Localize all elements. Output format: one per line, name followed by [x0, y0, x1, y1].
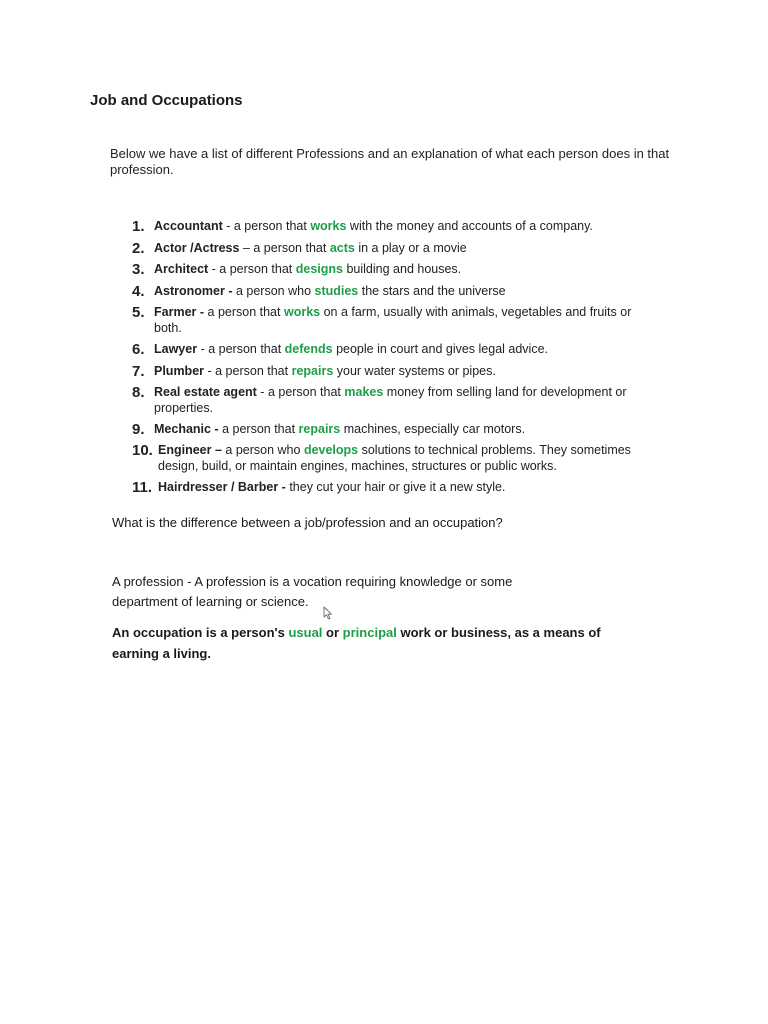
question-text: What is the difference between a job/profession and an occupation? — [112, 515, 503, 530]
item-number: 4. — [132, 282, 145, 300]
profession-name: Engineer – — [158, 443, 222, 458]
item-number: 7. — [132, 362, 145, 380]
description-post: solutions to technical problems. They sometimes design, build, or maintain engines, machines, structures or public works. — [158, 443, 631, 474]
profession-definition: A profession - A profession is a vocation requiring knowledge or some department of learning or science. — [112, 574, 513, 609]
description-post: people in court and gives legal advice. — [332, 341, 549, 356]
mouse-pointer-icon — [323, 606, 333, 620]
occupation-definition — [112, 622, 612, 664]
item-text — [154, 261, 652, 277]
item-text — [154, 363, 652, 379]
item-number: 5. — [132, 304, 145, 322]
description-pre: a person that — [219, 262, 296, 277]
list-item — [132, 218, 652, 235]
item-text — [154, 421, 652, 437]
description-post: the stars and the universe — [358, 283, 506, 298]
action-verb: acts — [329, 240, 355, 255]
item-number: 2. — [132, 239, 145, 257]
action-verb: works — [310, 219, 347, 233]
action-verb: develops — [303, 443, 359, 458]
separator: - — [222, 219, 234, 233]
description-post: in a play or a movie — [354, 240, 467, 255]
separator: - — [256, 385, 268, 400]
description-post: with the money and accounts of a company. — [346, 219, 593, 233]
description-pre: a person that — [215, 363, 292, 378]
description-post: on a farm, usually with animals, vegetables and fruits or both. — [154, 305, 632, 336]
profession-name: Plumber — [154, 363, 205, 378]
profession-name: Actor /Actress — [154, 240, 240, 255]
profession-name: Real estate agent — [154, 385, 257, 400]
occupation-text-1: An occupation is a person's — [112, 625, 289, 640]
item-number: 6. — [132, 340, 145, 358]
highlight-principal: principal — [342, 625, 397, 640]
separator: - — [197, 341, 209, 356]
description-pre: a person that — [222, 421, 299, 436]
description-post: money from selling land for development or properties. — [154, 385, 627, 416]
item-text — [154, 304, 652, 336]
list-item — [132, 304, 652, 336]
list-item — [132, 442, 652, 474]
occupation-text-2: or — [322, 625, 343, 640]
description-post: building and houses. — [343, 262, 462, 277]
profession-name: Farmer - — [154, 305, 205, 320]
profession-name: Accountant — [154, 219, 223, 233]
item-text — [154, 240, 652, 256]
list-item — [132, 261, 652, 278]
intro-paragraph: Below we have a list of different Professions and an explanation of what each person does in that profession. — [110, 146, 670, 177]
action-verb: repairs — [298, 421, 341, 436]
description-pre: a person that — [267, 385, 345, 400]
description-post: your water systems or pipes. — [333, 363, 496, 378]
separator: – — [239, 240, 254, 255]
list-item — [132, 240, 652, 257]
description-pre: a person that — [233, 219, 311, 233]
item-text — [154, 283, 652, 299]
list-item — [132, 479, 652, 496]
list-item — [132, 421, 652, 438]
action-verb: works — [283, 305, 321, 320]
profession-name: Mechanic - — [154, 421, 219, 436]
item-text — [154, 341, 652, 357]
description-post: machines, especially car motors. — [340, 421, 526, 436]
separator: - — [204, 363, 216, 378]
profession-name: Architect — [154, 262, 209, 277]
item-number: 3. — [132, 261, 145, 279]
description-pre: a person that — [207, 305, 284, 320]
profession-name: Hairdresser / Barber - — [158, 479, 286, 494]
list-item — [132, 341, 652, 358]
item-text — [154, 218, 652, 234]
action-verb: studies — [314, 283, 359, 298]
description-pre: a person who — [225, 443, 304, 458]
profession-name: Astronomer - — [154, 283, 233, 298]
item-number: 8. — [132, 384, 145, 402]
item-text — [154, 384, 652, 416]
list-item — [132, 283, 652, 300]
separator: - — [208, 262, 220, 277]
item-number: 1. — [132, 218, 145, 235]
action-verb: repairs — [291, 363, 334, 378]
list-item — [132, 384, 652, 416]
action-verb: designs — [295, 262, 343, 277]
list-item — [132, 363, 652, 380]
description-pre: a person that — [253, 240, 330, 255]
action-verb: defends — [284, 341, 333, 356]
description-pre: they cut your hair or give it a new style. — [289, 479, 506, 494]
highlight-usual: usual — [288, 625, 323, 640]
occupation-text-3: work or business, as a means of earning a living. — [112, 625, 601, 661]
item-text — [158, 442, 652, 474]
item-text — [158, 479, 652, 495]
description-pre: a person that — [208, 341, 285, 356]
item-number: 9. — [132, 420, 145, 438]
page-title: Job and Occupations — [90, 92, 243, 109]
description-pre: a person who — [235, 283, 315, 298]
profession-name: Lawyer — [154, 341, 198, 356]
item-number: 11. — [132, 478, 153, 496]
professions-list — [132, 218, 652, 501]
action-verb: makes — [344, 385, 384, 400]
item-number: 10. — [132, 442, 153, 460]
